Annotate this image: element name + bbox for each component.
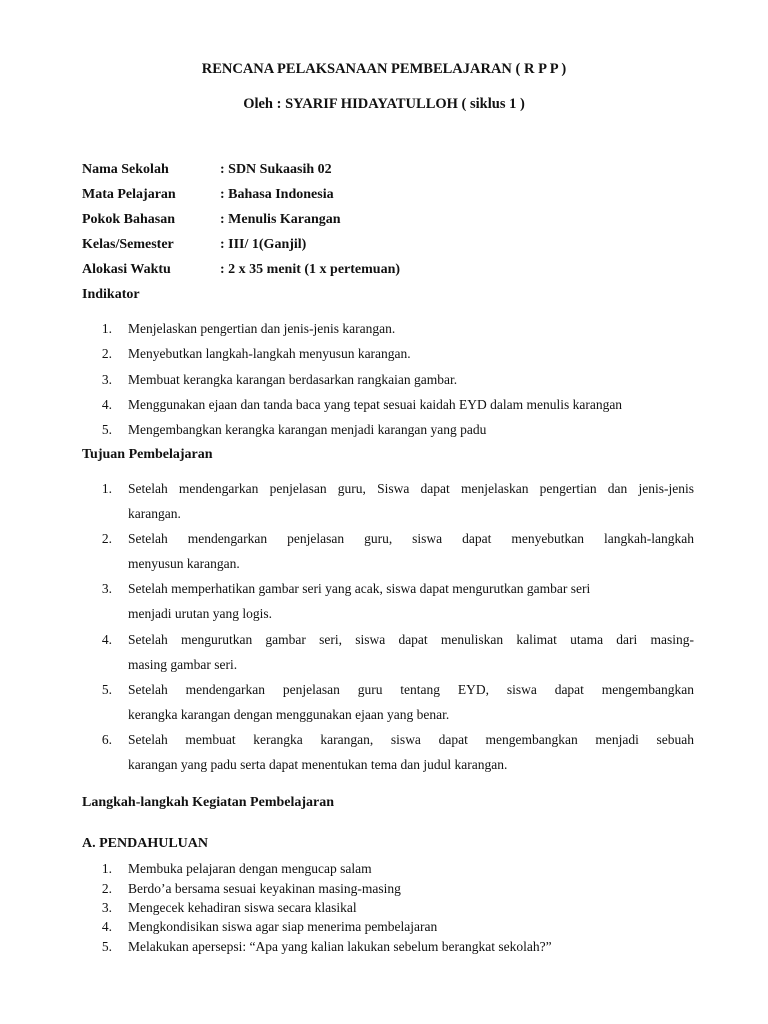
list-item-line: Setelah mendengarkan penjelasan guru, Siswa dapat menjelaskan pengertian dan jenis-jenis (128, 481, 694, 496)
section-heading-langkah: Langkah-langkah Kegiatan Pembelajaran (82, 795, 335, 810)
list-item-text (128, 627, 694, 677)
list-item-text (128, 727, 694, 777)
section-heading-pendahuluan: A. PENDAHULUAN (82, 836, 208, 851)
list-item-line: menjadi urutan yang logis. (128, 606, 272, 621)
list-item-number: 4. (101, 632, 112, 647)
list-item-number: 5. (101, 682, 112, 697)
list-item-number: 1. (101, 861, 112, 876)
list-item-text: Membuka pelajaran dengan mengucap salam (128, 861, 372, 876)
list-item-text: Mengembangkan kerangka karangan menjadi karangan yang padu (128, 422, 487, 437)
list-item-line: Setelah mengurutkan gambar seri, siswa dapat menuliskan kalimat utama dari masing- (128, 632, 694, 647)
list-item-line: Setelah mendengarkan penjelasan guru, siswa dapat menyebutkan langkah-langkah (128, 531, 694, 546)
list-item-number: 5. (101, 939, 112, 954)
list-item-line: Setelah membuat kerangka karangan, siswa dapat mengembangkan menjadi sebuah (128, 732, 694, 747)
info-value: : Menulis Karangan (220, 212, 341, 227)
list-item-number: 2. (101, 531, 112, 546)
list-item-line: masing gambar seri. (128, 657, 238, 672)
list-item-text: Membuat kerangka karangan berdasarkan rangkaian gambar. (128, 372, 458, 387)
list-item-text: Melakukan apersepsi: “Apa yang kalian lakukan sebelum berangkat sekolah?” (128, 939, 552, 954)
info-label: Pokok Bahasan (82, 212, 175, 227)
list-item-number: 3. (101, 900, 112, 915)
list-item-number: 1. (101, 481, 112, 496)
list-item-text: Mengecek kehadiran siswa secara klasikal (128, 900, 357, 915)
section-heading-indikator: Indikator (82, 287, 140, 302)
list-item-text: Menjelaskan pengertian dan jenis-jenis karangan. (128, 321, 396, 336)
list-item-text: Menggunakan ejaan dan tanda baca yang tepat sesuai kaidah EYD dalam menulis karangan (128, 397, 623, 412)
list-item-line: Setelah mendengarkan penjelasan guru tentang EYD, siswa dapat mengembangkan (128, 682, 694, 697)
document-title: RENCANA PELAKSANAAN PEMBELAJARAN ( R P P ) (201, 61, 567, 77)
info-label: Kelas/Semester (82, 237, 174, 252)
document-author: Oleh : SYARIF HIDAYATULLOH ( siklus 1 ) (243, 96, 525, 112)
list-item-line: karangan. (128, 506, 181, 521)
list-item-text: Berdo’a bersama sesuai keyakinan masing-masing (128, 881, 401, 896)
info-label: Alokasi Waktu (82, 262, 171, 277)
info-value: : Bahasa Indonesia (220, 187, 334, 202)
info-value: : SDN Sukaasih 02 (220, 162, 332, 177)
list-item-number: 4. (101, 919, 112, 934)
list-item-line: karangan yang padu serta dapat menentukan tema dan judul karangan. (128, 757, 508, 772)
section-heading-tujuan: Tujuan Pembelajaran (82, 447, 213, 462)
list-item-text (128, 677, 694, 727)
list-item-number: 4. (101, 397, 112, 412)
list-item-line: menyusun karangan. (128, 556, 240, 571)
info-value: : III/ 1(Ganjil) (220, 237, 307, 252)
list-item-line: Setelah memperhatikan gambar seri yang acak, siswa dapat mengurutkan gambar seri (128, 581, 591, 596)
info-value: : 2 x 35 menit (1 x pertemuan) (220, 262, 401, 277)
info-label: Nama Sekolah (82, 162, 169, 177)
list-item-text (128, 526, 694, 576)
info-label: Mata Pelajaran (82, 187, 176, 202)
list-item-number: 5. (101, 422, 112, 437)
list-item-text (128, 576, 694, 626)
list-item-text: Mengkondisikan siswa agar siap menerima pembelajaran (128, 919, 438, 934)
list-item-number: 3. (101, 372, 112, 387)
list-item-number: 2. (101, 881, 112, 896)
list-item-number: 3. (101, 581, 112, 596)
list-item-text (128, 476, 694, 526)
list-item-number: 2. (101, 346, 112, 361)
list-item-number: 1. (101, 321, 112, 336)
list-item-text: Menyebutkan langkah-langkah menyusun karangan. (128, 346, 411, 361)
list-item-line: kerangka karangan dengan menggunakan ejaan yang benar. (128, 707, 450, 722)
list-item-number: 6. (101, 732, 112, 747)
